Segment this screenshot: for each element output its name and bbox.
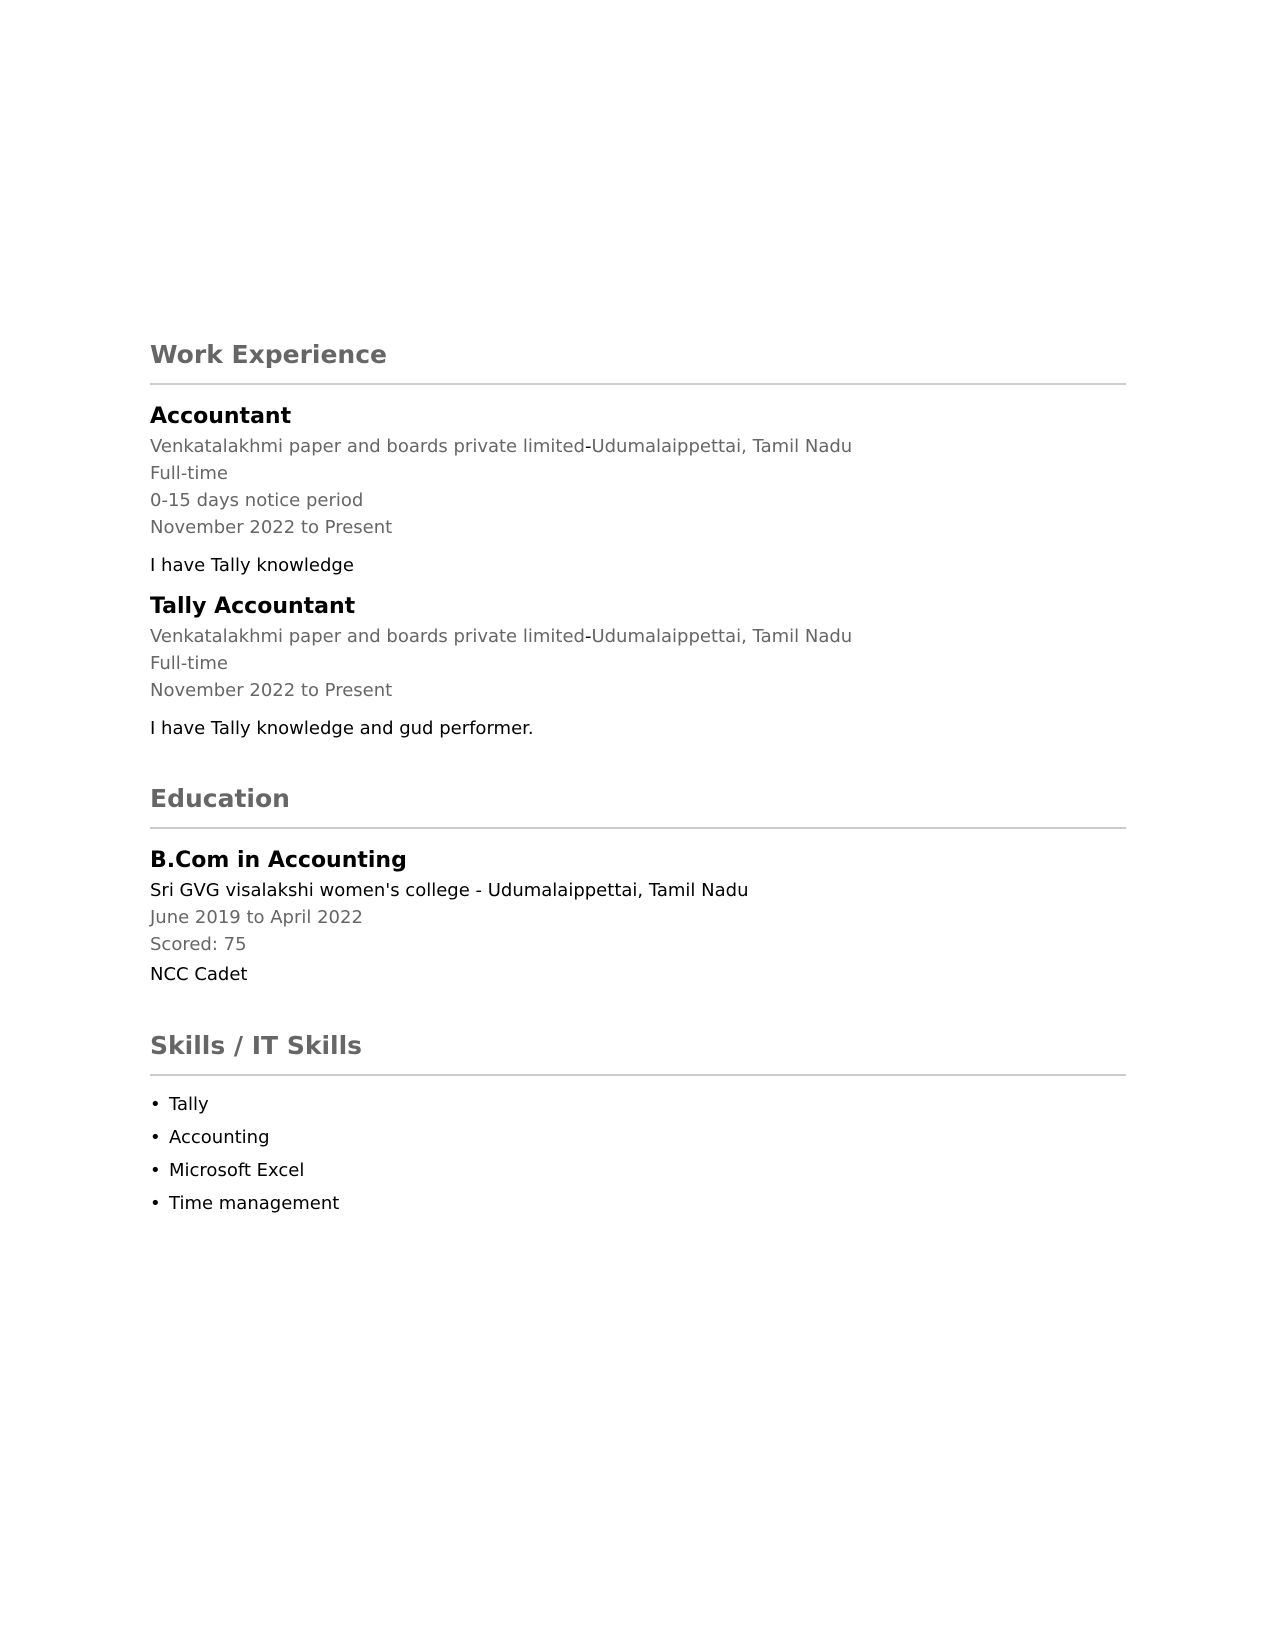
- section-divider: [150, 827, 1126, 829]
- job-dates: November 2022 to Present: [150, 680, 393, 701]
- job-company: Venkatalakhmi paper and boards private limited: [150, 626, 585, 647]
- job-type: Full-time: [150, 463, 228, 484]
- skill-label: Tally: [169, 1094, 209, 1115]
- education-score: Scored: 75: [150, 934, 247, 955]
- bullet-icon: •: [150, 1094, 161, 1115]
- job-location: Udumalaippettai, Tamil Nadu: [591, 626, 853, 647]
- company-location-separator: -: [584, 626, 592, 647]
- school-name: Sri GVG visalakshi women's college - Udumalaippettai, Tamil Nadu: [150, 880, 749, 901]
- skill-label: Accounting: [169, 1127, 270, 1148]
- skill-item: [150, 1154, 1126, 1187]
- job-notice-period: 0-15 days notice period: [150, 490, 364, 511]
- bullet-icon: •: [150, 1193, 161, 1214]
- job-description: I have Tally knowledge: [150, 555, 354, 576]
- skill-item: [150, 1187, 1126, 1220]
- skill-item: [150, 1121, 1126, 1154]
- skill-label: Time management: [169, 1193, 340, 1214]
- work-experience-heading: Work Experience: [150, 340, 387, 369]
- job-company: Venkatalakhmi paper and boards private limited: [150, 436, 585, 457]
- resume-page: [150, 335, 1126, 1220]
- education-dates: June 2019 to April 2022: [150, 907, 363, 928]
- job-company-location: [150, 623, 1126, 650]
- education-note: NCC Cadet: [150, 964, 248, 985]
- section-divider: [150, 1074, 1126, 1076]
- job-dates: November 2022 to Present: [150, 517, 393, 538]
- bullet-icon: •: [150, 1160, 161, 1181]
- section-divider: [150, 383, 1126, 385]
- skill-item: [150, 1088, 1126, 1121]
- job-company-location: [150, 433, 1126, 460]
- job-entry: [150, 401, 1126, 579]
- job-type: Full-time: [150, 653, 228, 674]
- skills-heading: Skills / IT Skills: [150, 1031, 363, 1060]
- bullet-icon: •: [150, 1127, 161, 1148]
- education-entry: [150, 845, 1126, 988]
- skills-section: [150, 1026, 1126, 1220]
- job-title: Tally Accountant: [150, 594, 356, 619]
- work-experience-section: [150, 335, 1126, 742]
- education-heading: Education: [150, 784, 290, 813]
- job-location: Udumalaippettai, Tamil Nadu: [591, 436, 853, 457]
- job-title: Accountant: [150, 404, 292, 429]
- skill-label: Microsoft Excel: [169, 1160, 305, 1181]
- education-section: [150, 779, 1126, 988]
- job-description: I have Tally knowledge and gud performer.: [150, 718, 534, 739]
- degree-title: B.Com in Accounting: [150, 848, 407, 873]
- skills-list: [150, 1088, 1126, 1220]
- job-entry: [150, 591, 1126, 742]
- company-location-separator: -: [584, 436, 592, 457]
